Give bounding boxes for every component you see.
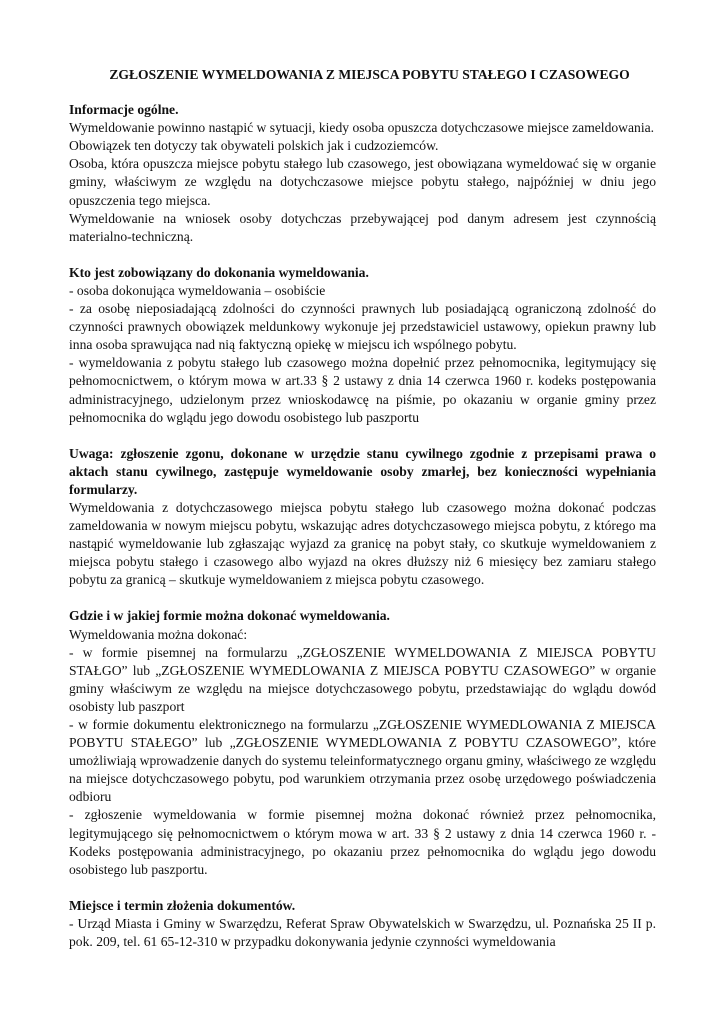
paragraph: Wymeldowanie na wniosek osoby dotychczas przebywającej pod danym adresem jest czynnością materialno-techniczną. xyxy=(69,210,656,244)
notice-text: Uwaga: zgłoszenie zgonu, dokonane w urzędzie stanu cywilnego zgodnie z przepisami prawa o aktach stanu cywilnego, zastępuje wymeldowanie osoby zmarłej, bez konieczności wypełniania formularzy. xyxy=(69,445,656,497)
section-who-obliged xyxy=(69,264,656,427)
section-notice xyxy=(69,445,656,590)
section-heading: Miejsce i termin złożenia dokumentów. xyxy=(69,897,296,913)
paragraph: - wymeldowania z pobytu stałego lub czasowego można dopełnić przez pełnomocnika, legitymujący się pełnomocnictwem, o którym mowa w art.33 § 2 ustawy z dnia 14 czerwca 1960 r. kodeks postępowania administracyjnego, udzielonym przez wnioskodawcę na piśmie, po okazaniu w organie gminy przez pełnomocnika do wglądu jego dowodu osobistego lub paszportu xyxy=(69,355,656,425)
section-where-how xyxy=(69,607,656,878)
section-heading: Informacje ogólne. xyxy=(69,102,179,118)
section-heading: Kto jest zobowiązany do dokonania wymeldowania. xyxy=(69,264,369,280)
section-heading: Gdzie i w jakiej formie można dokonać wymeldowania. xyxy=(69,608,390,624)
paragraph: - Urząd Miasta i Gminy w Swarzędzu, Referat Spraw Obywatelskich w Swarzędzu, ul. Poznańska 25 II p. pok. 209, tel. 61 65-12-310 w przypadku dokonywania jedynie czynności wymeldowania xyxy=(69,915,656,950)
paragraph: Obowiązek ten dotyczy tak obywateli polskich jak i cudzoziemców. xyxy=(69,138,439,154)
paragraph: Wymeldowania z dotychczasowego miejsca pobytu stałego lub czasowego można dokonać podczas zameldowania w nowym miejscu pobytu, wskazując adres dotychczasowego miejsca pobytu, z którego ma nastąpić wymeldowanie lub zgłaszając wyjazd za granicę na pobyt stały, co skutkuje wymeldowaniem z miejsca pobytu stałego i czasowego albo wyjazd na okres dłuższy niż 6 miesięcy bez zamiaru stałego pobytu za granicą – skutkuje wymeldowaniem z miejsca pobytu czasowego. xyxy=(69,499,656,588)
section-gap xyxy=(69,427,656,445)
section-gap xyxy=(69,246,656,264)
paragraph: Wymeldowanie powinno nastąpić w sytuacji, kiedy osoba opuszcza dotychczasowe miejsce zameldowania. xyxy=(69,120,655,136)
paragraph: - zgłoszenie wymeldowania w formie pisemnej można dokonać również przez pełnomocnika, legitymującego się pełnomocnictwem o którym mowa w art. 33 § 2 ustawy z dnia 14 czerwca 1960 r. - Kodeks postępowania administracyjnego, po okazaniu przez pełnomocnika do wglądu jego dowodu osobistego lub paszportu. xyxy=(69,807,656,877)
title-spacer xyxy=(69,84,656,101)
section-gap xyxy=(69,879,656,897)
paragraph: - za osobę nieposiadającą zdolności do czynności prawnych lub posiadającą ograniczoną zdolność do czynności prawnych obowiązek meldunkowy wykonuje jej przedstawiciel ustawowy, opiekun prawny lub inna osoba sprawująca nad nią faktyczną opiekę w miejscu ich wspólnego pobytu. xyxy=(69,301,656,353)
section-gap xyxy=(69,589,656,607)
document-page xyxy=(69,66,656,951)
paragraph: Wymeldowania można dokonać: xyxy=(69,626,248,642)
section-place-term xyxy=(69,897,656,951)
paragraph: - w formie dokumentu elektronicznego na formularzu „ZGŁOSZENIE WYMEDLOWANIA Z MIEJSCA POBYTU STAŁEGO” lub „ZGŁOSZENIE WYMEDLOWANIA Z POBYTU CZASOWEGO”, które umożliwiają wprowadzenie danych do systemu teleinformatycznego organu gminy, właściwego ze względu na miejsce dotychczasowego pobytu, pod warunkiem otrzymania przez osobę urzędowego poświadczenia odbioru xyxy=(69,717,656,805)
paragraph: - w formie pisemnej na formularzu „ZGŁOSZENIE WYMELDOWANIA Z MIEJSCA POBYTU STAŁGO” lub „ZGŁOSZENIE WYMEDLOWANIA Z MIEJSCA POBYTU CZASOWEGO” w organie gminy właściwym ze względu na miejsce dotychczasowego pobytu, przedstawiając do wglądu dowód osobisty lub paszport xyxy=(69,644,656,714)
paragraph: - osoba dokonująca wymeldowania – osobiście xyxy=(69,282,326,298)
section-general-info xyxy=(69,101,656,246)
paragraph: Osoba, która opuszcza miejsce pobytu stałego lub czasowego, jest obowiązana wymeldować się w organie gminy, właściwym ze względu na dotychczasowe miejsce pobytu stałego, najpóźniej w dniu jego opuszczenia tego miejsca. xyxy=(69,156,656,208)
document-title: ZGŁOSZENIE WYMELDOWANIA Z MIEJSCA POBYTU STAŁEGO I CZASOWEGO xyxy=(109,67,630,82)
